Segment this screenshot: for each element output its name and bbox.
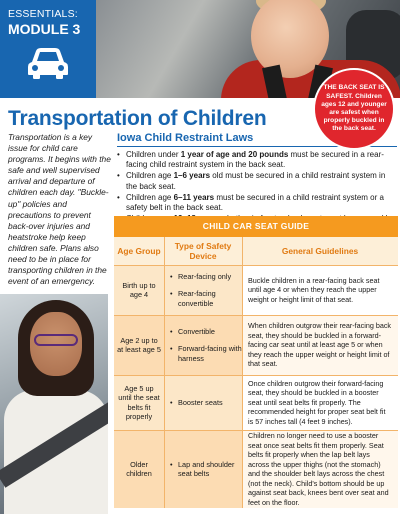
laws-heading: Iowa Child Restraint Laws — [117, 132, 254, 144]
law-item: • Children age 1–6 years old must be secured in a child restraint system in the back seat. — [117, 171, 398, 191]
table-divider — [114, 375, 398, 376]
table-title: CHILD CAR SEAT GUIDE — [114, 216, 398, 237]
girl-seatbelt-photo — [0, 294, 108, 514]
guideline-cell: Buckle children in a rear-facing back seat until age 4 or when they reach the upper weight or height limit of that seat. — [242, 265, 398, 315]
intro-paragraph: Transportation is a key issue for child care programs. It begins with the safe and well supervised arrival and departure of children each day. "Buckle-up" policies and precautions to prevent back-over injuries and heatstroke help keep children safe. Plans also need to be in place for transporting children in the event of an emergency. — [8, 132, 111, 287]
module-label-box — [0, 0, 96, 98]
table-divider — [114, 315, 398, 316]
column-header-age: Age Group — [117, 246, 161, 256]
table-row — [114, 375, 398, 430]
table-divider — [114, 265, 398, 266]
device-item: • Forward-facing with harness — [170, 344, 242, 363]
module-number: MODULE 3 — [8, 21, 81, 37]
device-item: • Lap and shoulder seat belts — [170, 460, 242, 479]
car-seat-guide-table — [114, 216, 398, 508]
table-row — [114, 265, 398, 315]
device-item: • Rear-facing only — [170, 272, 242, 281]
table-divider — [114, 430, 398, 431]
page-title: Transportation of Children — [8, 107, 267, 130]
age-cell: Older children — [126, 459, 152, 478]
table-row — [114, 430, 398, 508]
table-divider — [164, 237, 165, 508]
device-cell — [164, 375, 242, 430]
essentials-label: ESSENTIALS: — [8, 8, 78, 20]
device-cell — [164, 265, 242, 315]
law-item: • Children age 6–11 years must be secured in a child restraint system or a safety belt in the back seat. — [117, 193, 398, 213]
table-divider — [242, 237, 243, 508]
column-header-guidelines: General Guidelines — [281, 246, 359, 256]
device-item: • Booster seats — [170, 398, 242, 407]
law-item: • Children under 1 year of age and 20 pounds must be secured in a rear-facing child restraint system in the back seat. — [117, 150, 398, 170]
age-cell: Birth up to age 4 — [122, 280, 156, 299]
guideline-cell: When children outgrow their rear-facing back seat, they should be buckled in a forward-facing car seat until at least age 5 or when they reach the upper weight or height limit of that seat. — [242, 315, 398, 375]
column-header-device: Type of Safety Device — [174, 241, 232, 261]
guideline-cell: Children no longer need to use a booster seat once seat belts fit them properly. Seat belts fit properly when the lap belt lays across the upper thighs (not the stomach) and the shoulder belt lays across the chest (not the neck). Child's bottom should be up against seat back, knees bent over seat and feet on the floor. — [242, 430, 398, 508]
device-item: • Rear-facing convertible — [170, 289, 242, 308]
age-cell: Age 5 up until the seat belts fit properly — [118, 383, 160, 421]
device-item: • Convertible — [170, 327, 242, 336]
table-row — [114, 315, 398, 375]
device-cell — [164, 430, 242, 508]
back-seat-safety-badge: THE BACK SEAT IS SAFEST. Children ages 12 and younger are safest when properly buckled in the back seat. — [313, 68, 395, 150]
age-cell: Age 2 up to at least age 5 — [117, 335, 161, 354]
table-header-row — [114, 237, 398, 265]
guideline-cell: Once children outgrow their forward-facing seat, they should be buckled in a booster seat until seat belts fit properly. The recommended height for proper seat belt fit is 57 inches tall (4 feet 9 inches). — [242, 375, 398, 430]
device-cell — [164, 315, 242, 375]
car-icon — [26, 46, 70, 80]
